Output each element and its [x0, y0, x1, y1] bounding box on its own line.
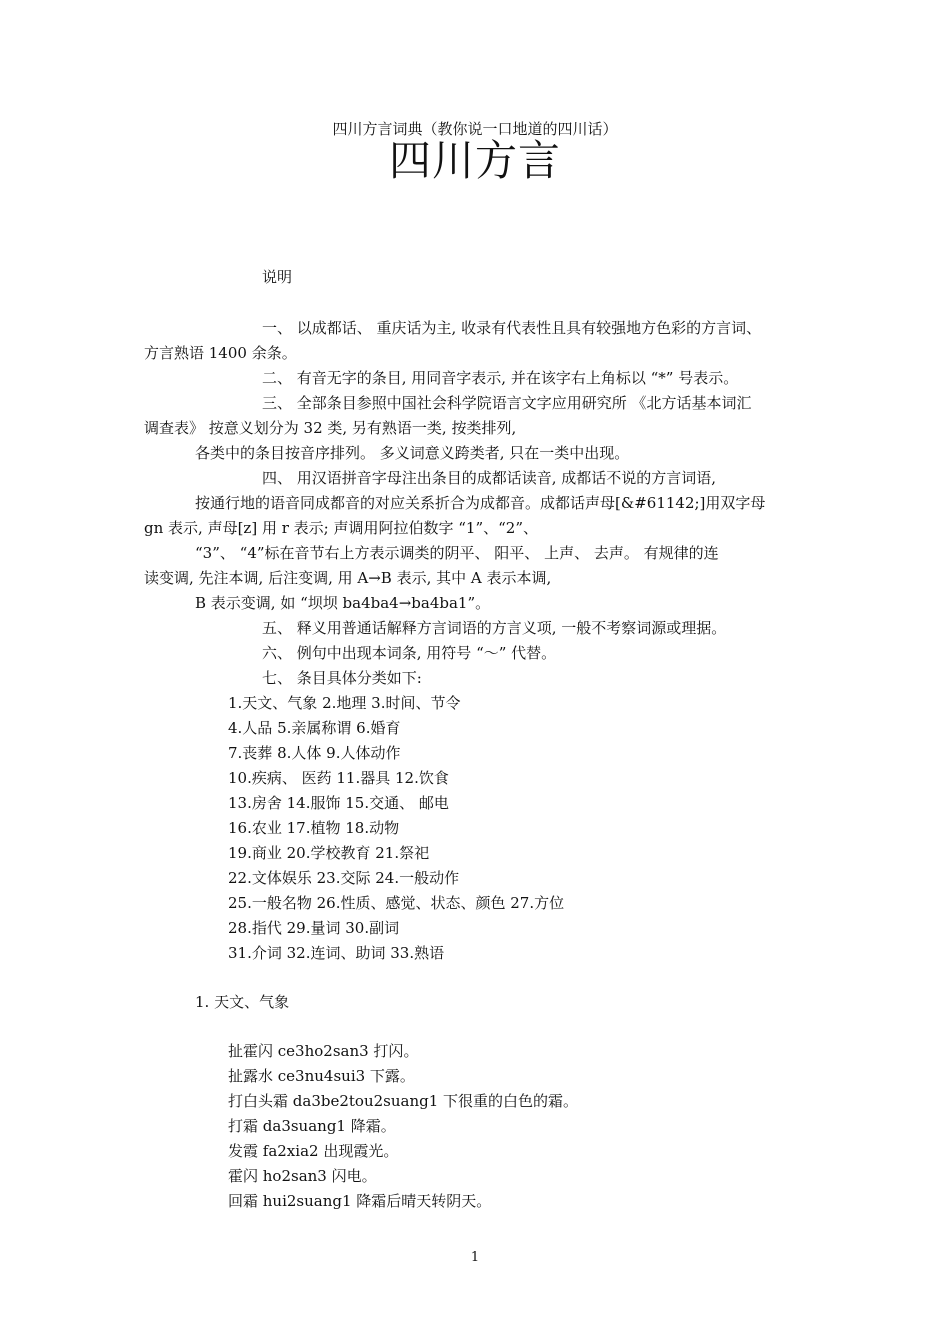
- intro-line: 六、 例句中出现本词条, 用符号 “～” 代替。: [262, 644, 557, 662]
- category-list-item: 28.指代 29.量词 30.副词: [228, 919, 400, 937]
- intro-line: 调查表》 按意义划分为 32 类, 另有熟语一类, 按类排列,: [144, 419, 517, 437]
- dictionary-entry: 霍闪 ho2san3 闪电。: [228, 1167, 377, 1185]
- section-heading-explanation: 说明: [262, 268, 293, 286]
- category-list-item: 31.介词 32.连词、助词 33.熟语: [228, 944, 445, 962]
- category-list-item: 13.房舍 14.服饰 15.交通、 邮电: [228, 794, 449, 812]
- category-list-item: 7.丧葬 8.人体 9.人体动作: [228, 744, 401, 762]
- dictionary-entry: 回霜 hui2suang1 降霜后晴天转阴天。: [228, 1192, 492, 1210]
- document-subtitle: 四川方言词典（教你说一口地道的四川话）: [332, 120, 618, 138]
- dictionary-entry: 打霜 da3suang1 降霜。: [228, 1117, 396, 1135]
- dictionary-entry: 扯露水 ce3nu4sui3 下露。: [228, 1067, 415, 1085]
- dictionary-entry: 打白头霜 da3be2tou2suang1 下很重的白色的霜。: [228, 1092, 579, 1110]
- dictionary-entry: 发霞 fa2xia2 出现霞光。: [228, 1142, 399, 1160]
- category-list-item: 10.疾病、 医药 11.器具 12.饮食: [228, 769, 449, 787]
- intro-line: 方言熟语 1400 余条。: [144, 344, 297, 362]
- intro-line: gn 表示, 声母[z] 用 r 表示; 声调用阿拉伯数字 “1”、“2”、: [144, 519, 539, 537]
- intro-line: 七、 条目具体分类如下:: [262, 669, 422, 687]
- intro-line: 读变调, 先注本调, 后注变调, 用 A→B 表示, 其中 A 表示本调,: [144, 569, 552, 587]
- intro-line: 二、 有音无字的条目, 用同音字表示, 并在该字右上角标以 “*” 号表示。: [262, 369, 739, 387]
- intro-line: 一、 以成都话、 重庆话为主, 收录有代表性且具有较强地方色彩的方言词、: [262, 319, 762, 337]
- intro-line: “3”、 “4”标在音节右上方表示调类的阴平、 阳平、 上声、 去声。 有规律的连: [195, 544, 719, 562]
- category-list-item: 16.农业 17.植物 18.动物: [228, 819, 400, 837]
- section-title: 1. 天文、气象: [195, 993, 290, 1011]
- dictionary-entry: 扯霍闪 ce3ho2san3 打闪。: [228, 1042, 419, 1060]
- intro-line: 按通行地的语音同成都音的对应关系折合为成都音。成都话声母[&#61142;]用双字母: [195, 494, 766, 512]
- category-list-item: 1.天文、气象 2.地理 3.时间、节令: [228, 694, 461, 712]
- page-number: 1: [470, 1250, 480, 1265]
- intro-line: 各类中的条目按音序排列。 多义词意义跨类者, 只在一类中出现。: [195, 444, 630, 462]
- intro-line: B 表示变调, 如 “坝坝 ba4ba4→ba4ba1”。: [195, 594, 491, 612]
- category-list-item: 22.文体娱乐 23.交际 24.一般动作: [228, 869, 460, 887]
- document-title: 四川方言: [388, 136, 561, 185]
- intro-line: 三、 全部条目参照中国社会科学院语言文字应用研究所 《北方话基本词汇: [262, 394, 752, 412]
- intro-line: 五、 释义用普通话解释方言词语的方言义项, 一般不考察词源或理据。: [262, 619, 727, 637]
- category-list-item: 19.商业 20.学校教育 21.祭祀: [228, 844, 430, 862]
- category-list-item: 4.人品 5.亲属称谓 6.婚育: [228, 719, 401, 737]
- intro-line: 四、 用汉语拼音字母注出条目的成都话读音, 成都话不说的方言词语,: [262, 469, 717, 487]
- category-list-item: 25.一般名物 26.性质、感觉、状态、颜色 27.方位: [228, 894, 565, 912]
